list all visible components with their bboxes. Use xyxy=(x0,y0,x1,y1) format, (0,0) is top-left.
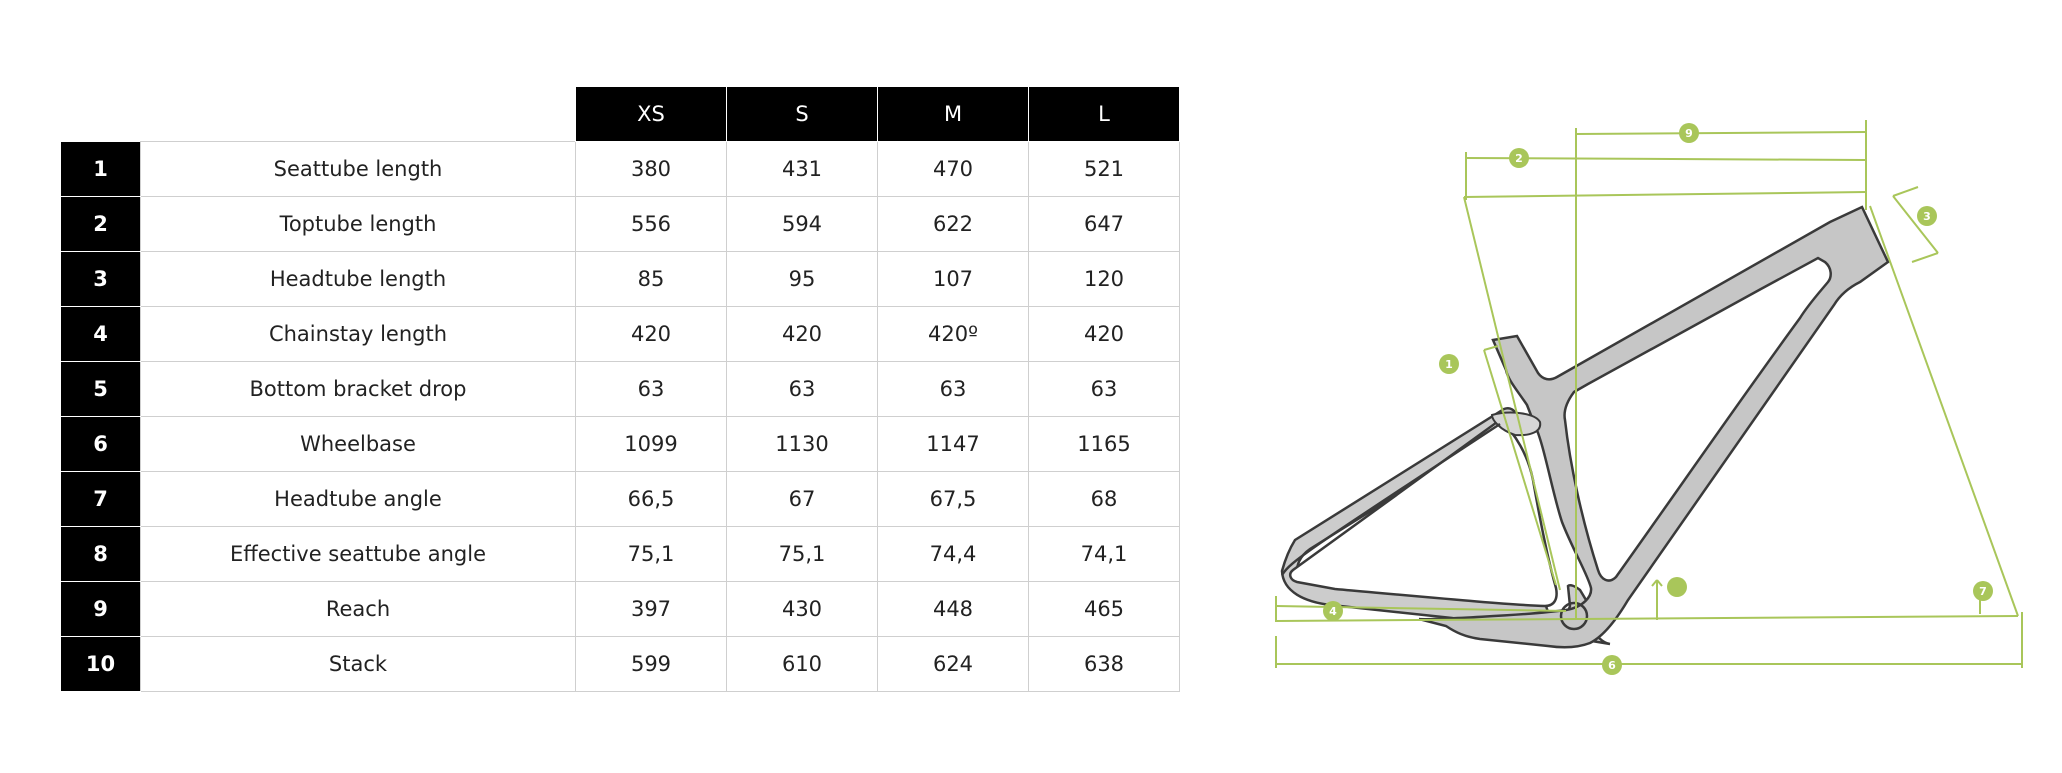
row-number: 10 xyxy=(61,637,141,692)
row-value: 594 xyxy=(727,197,878,252)
row-label: Effective seattube angle xyxy=(141,527,576,582)
row-number: 5 xyxy=(61,362,141,417)
marker-3-label: 3 xyxy=(1923,210,1931,223)
row-value: 74,1 xyxy=(1029,527,1180,582)
row-label: Headtube length xyxy=(141,252,576,307)
headtube-axis-line xyxy=(1870,206,2018,616)
row-value: 1099 xyxy=(576,417,727,472)
row-value: 1130 xyxy=(727,417,878,472)
marker-4-label: 4 xyxy=(1329,605,1337,618)
dimension-line-toptube-level xyxy=(1464,192,1866,197)
dimension-line-reach xyxy=(1576,132,1866,134)
row-value: 380 xyxy=(576,142,727,197)
row-number: 6 xyxy=(61,417,141,472)
row-value: 599 xyxy=(576,637,727,692)
row-value: 63 xyxy=(727,362,878,417)
row-value: 397 xyxy=(576,582,727,637)
row-value: 624 xyxy=(878,637,1029,692)
marker-5-circle xyxy=(1667,577,1687,597)
rear-triangle-cutout xyxy=(1290,420,1556,606)
marker-1-label: 1 xyxy=(1445,358,1453,371)
row-number: 9 xyxy=(61,582,141,637)
row-label: Seattube length xyxy=(141,142,576,197)
row-value: 647 xyxy=(1029,197,1180,252)
row-value: 420 xyxy=(576,307,727,362)
row-value: 430 xyxy=(727,582,878,637)
row-value: 420 xyxy=(1029,307,1180,362)
row-value: 75,1 xyxy=(727,527,878,582)
row-label: Reach xyxy=(141,582,576,637)
row-label: Headtube angle xyxy=(141,472,576,527)
row-value: 521 xyxy=(1029,142,1180,197)
row-value: 610 xyxy=(727,637,878,692)
row-value: 1147 xyxy=(878,417,1029,472)
size-header-l: L xyxy=(1029,87,1180,142)
marker-7-label: 7 xyxy=(1979,585,1987,598)
row-value: 420º xyxy=(878,307,1029,362)
row-value: 120 xyxy=(1029,252,1180,307)
row-value: 66,5 xyxy=(576,472,727,527)
row-number: 8 xyxy=(61,527,141,582)
row-value: 63 xyxy=(576,362,727,417)
axle-line xyxy=(1276,616,2018,621)
bike-frame xyxy=(1282,207,1888,647)
row-value: 1165 xyxy=(1029,417,1180,472)
row-number: 7 xyxy=(61,472,141,527)
dimension-tick xyxy=(1893,187,1918,196)
row-value: 638 xyxy=(1029,637,1180,692)
row-value: 63 xyxy=(1029,362,1180,417)
row-value: 622 xyxy=(878,197,1029,252)
row-number: 4 xyxy=(61,307,141,362)
row-value: 465 xyxy=(1029,582,1180,637)
row-value: 420 xyxy=(727,307,878,362)
marker-2-label: 2 xyxy=(1515,152,1523,165)
row-value: 67,5 xyxy=(878,472,1029,527)
row-value: 470 xyxy=(878,142,1029,197)
row-label: Toptube length xyxy=(141,197,576,252)
dimension-tick xyxy=(1912,253,1938,262)
size-header-m: M xyxy=(878,87,1029,142)
size-header-s: S xyxy=(727,87,878,142)
row-value: 75,1 xyxy=(576,527,727,582)
row-value: 68 xyxy=(1029,472,1180,527)
row-value: 448 xyxy=(878,582,1029,637)
row-value: 556 xyxy=(576,197,727,252)
row-value: 95 xyxy=(727,252,878,307)
row-label: Chainstay length xyxy=(141,307,576,362)
row-value: 107 xyxy=(878,252,1029,307)
row-number: 2 xyxy=(61,197,141,252)
row-value: 431 xyxy=(727,142,878,197)
row-label: Wheelbase xyxy=(141,417,576,472)
marker-9-label: 9 xyxy=(1685,127,1693,140)
size-header-xs: XS xyxy=(576,87,727,142)
row-label: Stack xyxy=(141,637,576,692)
row-number: 3 xyxy=(61,252,141,307)
row-label: Bottom bracket drop xyxy=(141,362,576,417)
marker-6-label: 6 xyxy=(1608,659,1616,672)
row-value: 63 xyxy=(878,362,1029,417)
row-value: 74,4 xyxy=(878,527,1029,582)
row-value: 67 xyxy=(727,472,878,527)
row-value: 85 xyxy=(576,252,727,307)
row-number: 1 xyxy=(61,142,141,197)
